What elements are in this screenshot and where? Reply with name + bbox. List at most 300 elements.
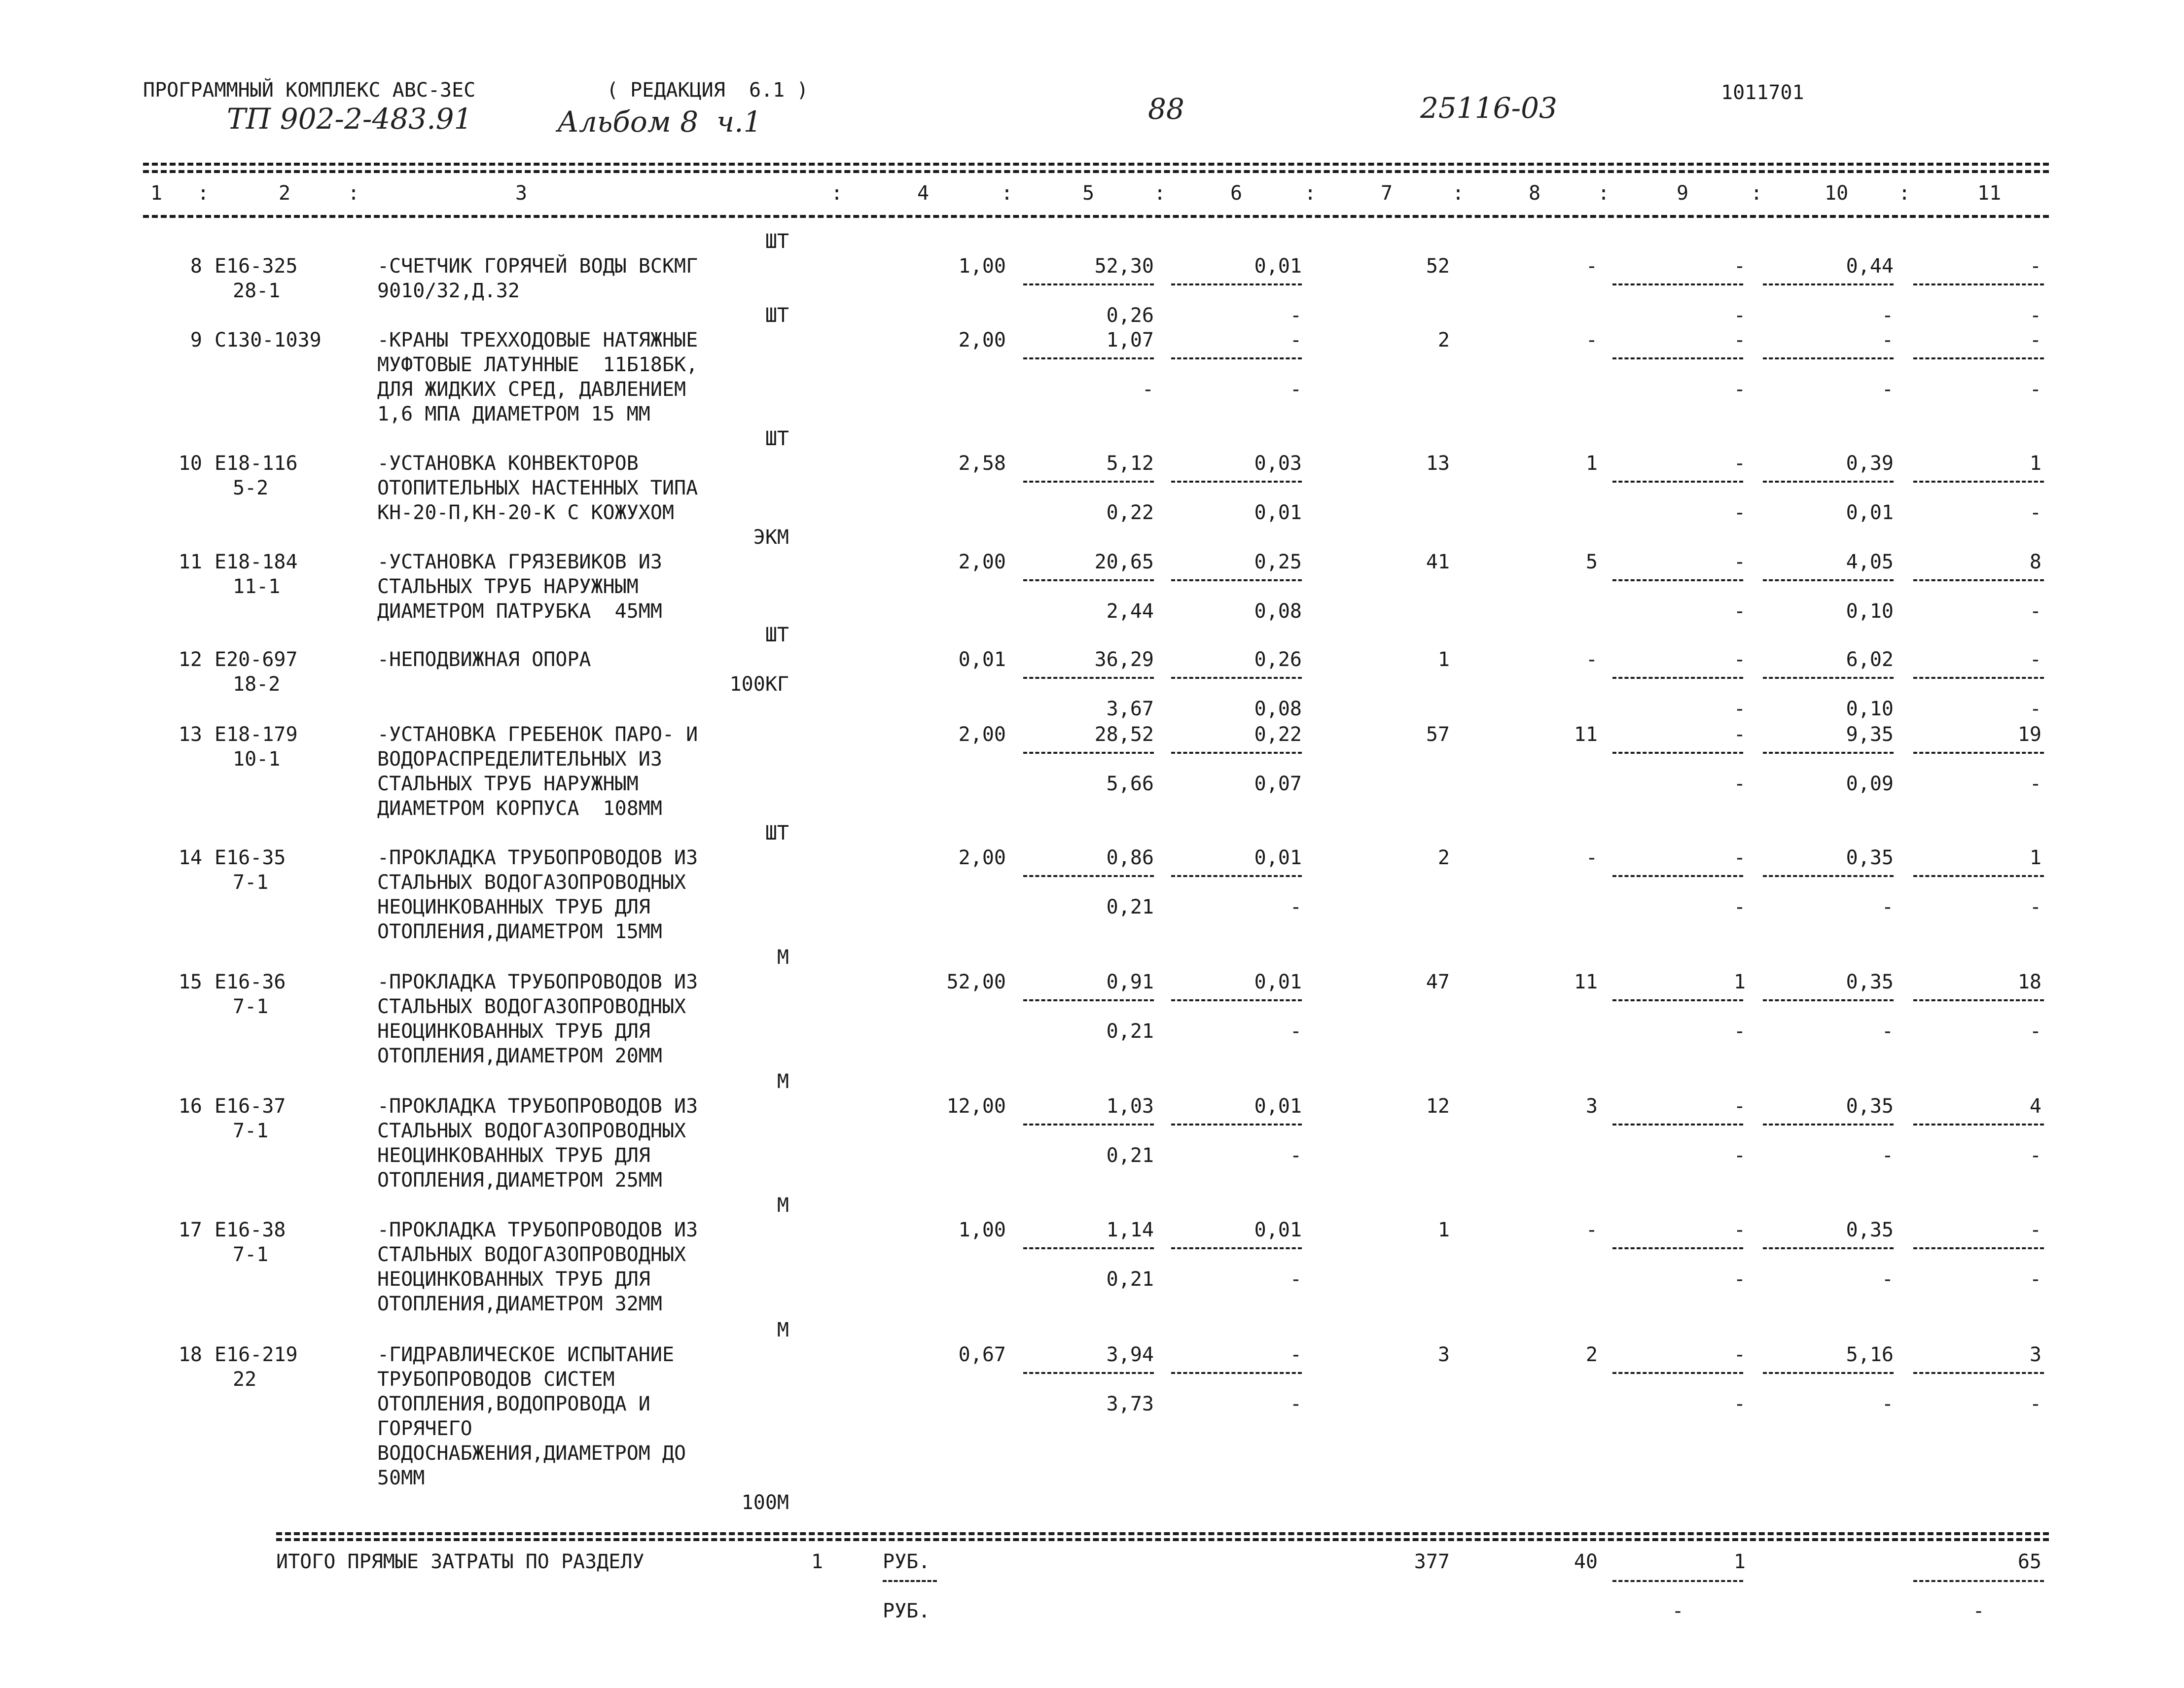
cell-col8: - bbox=[1585, 329, 1598, 352]
cell-col5: 36,29 bbox=[1094, 648, 1154, 671]
cell-col4: 12,00 bbox=[946, 1095, 1006, 1118]
cell-dash-rule bbox=[1171, 579, 1302, 581]
cell-col5: 1,14 bbox=[1106, 1219, 1154, 1241]
cell-col10-sub: - bbox=[1881, 1020, 1894, 1043]
cell-dash-rule bbox=[1171, 1372, 1302, 1374]
column-separator: : bbox=[1154, 182, 1166, 205]
cell-col8: - bbox=[1585, 255, 1598, 278]
header-rule bbox=[143, 215, 2049, 218]
row-number: 8 bbox=[190, 255, 202, 278]
row-description-line: 1,6 МПА ДИАМЕТРОМ 15 ММ bbox=[377, 403, 650, 425]
cell-dash-rule bbox=[1913, 1124, 2044, 1125]
cell-col10-sub: 0,10 bbox=[1846, 698, 1894, 720]
row-description-line: -ПРОКЛАДКА ТРУБОПРОВОДОВ ИЗ bbox=[377, 971, 698, 993]
column-header-1: 1 bbox=[150, 182, 163, 205]
cell-col5-sub: 5,66 bbox=[1106, 773, 1154, 795]
cell-col9: - bbox=[1733, 1343, 1746, 1366]
cell-col11-sub: - bbox=[2029, 698, 2041, 720]
cell-col9: - bbox=[1733, 648, 1746, 671]
cell-col6: 0,03 bbox=[1254, 452, 1302, 475]
cell-dash-rule bbox=[1171, 1124, 1302, 1125]
cell-dash-rule bbox=[1023, 579, 1154, 581]
row-number: 14 bbox=[178, 846, 202, 869]
row-number: 15 bbox=[178, 971, 202, 993]
edition-label: ( РЕДАКЦИЯ 6.1 ) bbox=[607, 79, 809, 102]
cell-col5: 1,07 bbox=[1106, 329, 1154, 352]
cell-col8: 3 bbox=[1585, 1095, 1598, 1118]
row-code-sub: 7-1 bbox=[233, 995, 269, 1018]
cell-col5-sub: 0,26 bbox=[1106, 304, 1154, 327]
cell-col11-sub: - bbox=[2029, 501, 2041, 524]
cell-col5: 20,65 bbox=[1094, 551, 1154, 573]
unit-label: М bbox=[777, 1070, 789, 1093]
cell-col6: 0,01 bbox=[1254, 846, 1302, 869]
cell-dash-rule bbox=[1612, 999, 1743, 1001]
row-code: Е16-38 bbox=[215, 1219, 286, 1241]
cell-dash-rule bbox=[1612, 579, 1743, 581]
cell-dash-rule bbox=[1023, 875, 1154, 877]
unit-label: ШТ bbox=[765, 230, 789, 253]
cell-dash-rule bbox=[1763, 579, 1894, 581]
cell-col11: 1 bbox=[2029, 846, 2041, 869]
cell-col7: 2 bbox=[1437, 846, 1450, 869]
cell-col6: 0,26 bbox=[1254, 648, 1302, 671]
cell-dash-rule bbox=[1763, 999, 1894, 1001]
cell-col5-sub: 0,21 bbox=[1106, 1268, 1154, 1291]
cell-col4: 1,00 bbox=[958, 1219, 1006, 1241]
column-separator: : bbox=[1304, 182, 1317, 205]
cell-col10-sub: - bbox=[1881, 1268, 1894, 1291]
top-rule-2 bbox=[143, 170, 2049, 173]
cell-col8: 11 bbox=[1574, 723, 1598, 746]
cell-dash-rule bbox=[1023, 1124, 1154, 1125]
cell-col5: 28,52 bbox=[1094, 723, 1154, 746]
unit-label: М bbox=[777, 946, 789, 969]
cell-col11-sub: - bbox=[2029, 304, 2041, 327]
project-code: ТП 902-2-483.91 bbox=[227, 102, 472, 136]
row-code: Е16-37 bbox=[215, 1095, 286, 1118]
cell-col7: 57 bbox=[1426, 723, 1450, 746]
total-col11: 65 bbox=[2017, 1550, 2041, 1573]
cell-col7: 1 bbox=[1437, 648, 1450, 671]
cell-col11: - bbox=[2029, 1219, 2041, 1241]
row-description-line: НЕОЦИНКОВАННЫХ ТРУБ ДЛЯ bbox=[377, 896, 650, 918]
cell-dash-rule bbox=[1023, 999, 1154, 1001]
row-number: 17 bbox=[178, 1219, 202, 1241]
cell-col11: 3 bbox=[2029, 1343, 2041, 1366]
total-currency-2: РУБ. bbox=[883, 1600, 931, 1622]
cell-col11: 18 bbox=[2017, 971, 2041, 993]
row-code: Е16-219 bbox=[215, 1343, 298, 1366]
cell-col10: 9,35 bbox=[1846, 723, 1894, 746]
cell-col10-sub: 0,01 bbox=[1846, 501, 1894, 524]
cell-col11-sub: - bbox=[2029, 1020, 2041, 1043]
cell-dash-rule bbox=[1023, 283, 1154, 285]
cell-col5-sub: 2,44 bbox=[1106, 600, 1154, 623]
row-description-line: ОТОПЛЕНИЯ,ДИАМЕТРОМ 15ММ bbox=[377, 920, 662, 943]
cell-col5: 3,94 bbox=[1106, 1343, 1154, 1366]
cell-col7: 41 bbox=[1426, 551, 1450, 573]
column-header-4: 4 bbox=[917, 182, 930, 205]
cell-dash-rule bbox=[1612, 875, 1743, 877]
cell-col10: 0,44 bbox=[1846, 255, 1894, 278]
cell-col10: 5,16 bbox=[1846, 1343, 1894, 1366]
cell-col6-sub: - bbox=[1289, 896, 1302, 918]
cell-col5-sub: 0,21 bbox=[1106, 896, 1154, 918]
cell-col10: 0,35 bbox=[1846, 971, 1894, 993]
row-description-line: 9010/32,Д.32 bbox=[377, 280, 520, 302]
cell-col6-sub: - bbox=[1289, 1020, 1302, 1043]
cell-col11-sub: - bbox=[2029, 1393, 2041, 1415]
cell-col7: 13 bbox=[1426, 452, 1450, 475]
row-description-line: ОТОПЛЕНИЯ,ВОДОПРОВОДА И bbox=[377, 1393, 650, 1415]
row-code: Е18-184 bbox=[215, 551, 298, 573]
row-description-line: ДЛЯ ЖИДКИХ СРЕД, ДАВЛЕНИЕМ bbox=[377, 378, 686, 401]
cell-col8: - bbox=[1585, 1219, 1598, 1241]
cell-col11: 4 bbox=[2029, 1095, 2041, 1118]
cell-col10: 0,39 bbox=[1846, 452, 1894, 475]
total-rule bbox=[276, 1532, 2049, 1535]
unit-label: 100КГ bbox=[729, 673, 789, 696]
code-label: 1011701 bbox=[1721, 81, 1804, 104]
cell-col5-sub: 0,21 bbox=[1106, 1144, 1154, 1167]
row-description-line: ГОРЯЧЕГО bbox=[377, 1417, 472, 1440]
total-currency-dash bbox=[883, 1580, 937, 1582]
cell-col4: 0,01 bbox=[958, 648, 1006, 671]
cell-col6-sub: 0,01 bbox=[1254, 501, 1302, 524]
row-code-sub: 10-1 bbox=[233, 748, 281, 771]
cell-col11-sub: - bbox=[2029, 378, 2041, 401]
unit-label: ШТ bbox=[765, 822, 789, 844]
unit-label: М bbox=[777, 1319, 789, 1341]
cell-col8: 5 bbox=[1585, 551, 1598, 573]
cell-col8: 2 bbox=[1585, 1343, 1598, 1366]
cell-col5: 0,86 bbox=[1106, 846, 1154, 869]
cell-col7: 47 bbox=[1426, 971, 1450, 993]
row-description-line: -ПРОКЛАДКА ТРУБОПРОВОДОВ ИЗ bbox=[377, 1095, 698, 1118]
column-header-11: 11 bbox=[1977, 182, 2002, 205]
total-currency: РУБ. bbox=[883, 1550, 931, 1573]
row-code-sub: 7-1 bbox=[233, 1120, 269, 1142]
cell-col6-sub: - bbox=[1289, 1268, 1302, 1291]
cell-col9-sub: - bbox=[1733, 773, 1746, 795]
cell-dash-rule bbox=[1913, 283, 2044, 285]
total-col7: 377 bbox=[1414, 1550, 1450, 1573]
row-description-line: ДИАМЕТРОМ КОРПУСА 108ММ bbox=[377, 797, 662, 820]
column-header-9: 9 bbox=[1677, 182, 1689, 205]
cell-col9-sub: - bbox=[1733, 1144, 1746, 1167]
cell-col5: 52,30 bbox=[1094, 255, 1154, 278]
row-number: 10 bbox=[178, 452, 202, 475]
cell-dash-rule bbox=[1171, 283, 1302, 285]
row-description-line: -КРАНЫ ТРЕХХОДОВЫЕ НАТЯЖНЫЕ bbox=[377, 329, 698, 352]
cell-col4: 2,00 bbox=[958, 846, 1006, 869]
cell-col10-sub: - bbox=[1881, 1144, 1894, 1167]
cell-dash-rule bbox=[1171, 999, 1302, 1001]
row-description-line: КН-20-П,КН-20-К С КОЖУХОМ bbox=[377, 501, 675, 524]
cell-dash-rule bbox=[1612, 357, 1743, 359]
row-code: Е20-697 bbox=[215, 648, 298, 671]
row-description-line: СТАЛЬНЫХ ВОДОГАЗОПРОВОДНЫХ bbox=[377, 871, 686, 894]
column-separator: : bbox=[197, 182, 210, 205]
cell-col9: - bbox=[1733, 1095, 1746, 1118]
cell-dash-rule bbox=[1023, 1247, 1154, 1249]
cell-col9: - bbox=[1733, 1219, 1746, 1241]
cell-col11-sub: - bbox=[2029, 773, 2041, 795]
column-separator: : bbox=[1751, 182, 1763, 205]
total-label: ИТОГО ПРЯМЫЕ ЗАТРАТЫ ПО РАЗДЕЛУ bbox=[276, 1550, 644, 1573]
row-description-line: ОТОПЛЕНИЯ,ДИАМЕТРОМ 32ММ bbox=[377, 1293, 662, 1315]
cell-col10: 0,35 bbox=[1846, 1219, 1894, 1241]
cell-dash-rule bbox=[1171, 481, 1302, 483]
cell-col9-sub: - bbox=[1733, 1268, 1746, 1291]
cell-col11: 8 bbox=[2029, 551, 2041, 573]
cell-col5-sub: 0,22 bbox=[1106, 501, 1154, 524]
cell-col10-sub: - bbox=[1881, 378, 1894, 401]
cell-col11-sub: - bbox=[2029, 896, 2041, 918]
cell-col5: 1,03 bbox=[1106, 1095, 1154, 1118]
cell-col10: - bbox=[1881, 329, 1894, 352]
cell-dash-rule bbox=[1612, 1372, 1743, 1374]
row-code-sub: 22 bbox=[233, 1368, 257, 1391]
total-col11-b: - bbox=[1972, 1600, 1985, 1622]
column-header-7: 7 bbox=[1381, 182, 1393, 205]
unit-label: ЭКМ bbox=[753, 526, 789, 549]
cell-dash-rule bbox=[1612, 283, 1743, 285]
cell-dash-rule bbox=[1612, 752, 1743, 754]
cell-col9: - bbox=[1733, 846, 1746, 869]
total-col9-b: - bbox=[1672, 1600, 1684, 1622]
cell-col10: 6,02 bbox=[1846, 648, 1894, 671]
cell-col5-sub: - bbox=[1142, 378, 1154, 401]
cell-dash-rule bbox=[1023, 752, 1154, 754]
cell-col11-sub: - bbox=[2029, 1144, 2041, 1167]
unit-label: М bbox=[777, 1194, 789, 1217]
cell-dash-rule bbox=[1913, 1372, 2044, 1374]
document-code: 25116-03 bbox=[1420, 91, 1557, 125]
row-number: 18 bbox=[178, 1343, 202, 1366]
cell-col10: 4,05 bbox=[1846, 551, 1894, 573]
row-code: Е18-179 bbox=[215, 723, 298, 746]
cell-col5-sub: 3,67 bbox=[1106, 698, 1154, 720]
cell-col7: 1 bbox=[1437, 1219, 1450, 1241]
cell-dash-rule bbox=[1913, 999, 2044, 1001]
unit-label: 100М bbox=[741, 1491, 789, 1514]
row-description-line: -ГИДРАВЛИЧЕСКОЕ ИСПЫТАНИЕ bbox=[377, 1343, 675, 1366]
column-separator: : bbox=[1001, 182, 1013, 205]
row-number: 13 bbox=[178, 723, 202, 746]
cell-dash-rule bbox=[1763, 1124, 1894, 1125]
column-header-10: 10 bbox=[1825, 182, 1849, 205]
page-number: 88 bbox=[1148, 92, 1184, 126]
cell-col9-sub: - bbox=[1733, 600, 1746, 623]
row-description-line: -УСТАНОВКА ГРЯЗЕВИКОВ ИЗ bbox=[377, 551, 662, 573]
row-description-line: ОТОПЛЕНИЯ,ДИАМЕТРОМ 25ММ bbox=[377, 1169, 662, 1192]
cell-dash-rule bbox=[1171, 357, 1302, 359]
column-header-6: 6 bbox=[1230, 182, 1243, 205]
cell-dash-rule bbox=[1171, 875, 1302, 877]
row-description-line: НЕОЦИНКОВАННЫХ ТРУБ ДЛЯ bbox=[377, 1020, 650, 1043]
unit-label: ШТ bbox=[765, 304, 789, 327]
cell-col6: - bbox=[1289, 329, 1302, 352]
cell-col4: 2,58 bbox=[958, 452, 1006, 475]
column-separator: : bbox=[1452, 182, 1465, 205]
cell-col6: - bbox=[1289, 1343, 1302, 1366]
cell-dash-rule bbox=[1913, 579, 2044, 581]
row-code: С130-1039 bbox=[215, 329, 322, 352]
cell-dash-rule bbox=[1763, 357, 1894, 359]
total-section: 1 bbox=[811, 1550, 823, 1573]
cell-dash-rule bbox=[1763, 1372, 1894, 1374]
album-label: Альбом 8 ч.1 bbox=[557, 105, 762, 139]
column-header-5: 5 bbox=[1082, 182, 1095, 205]
column-separator: : bbox=[348, 182, 360, 205]
cell-col8: 11 bbox=[1574, 971, 1598, 993]
cell-col11: - bbox=[2029, 255, 2041, 278]
cell-col11-sub: - bbox=[2029, 1268, 2041, 1291]
row-number: 12 bbox=[178, 648, 202, 671]
row-description-line: НЕОЦИНКОВАННЫХ ТРУБ ДЛЯ bbox=[377, 1268, 650, 1291]
row-description-line: СТАЛЬНЫХ ТРУБ НАРУЖНЫМ bbox=[377, 575, 639, 598]
cell-col4: 2,00 bbox=[958, 551, 1006, 573]
cell-col6: 0,01 bbox=[1254, 1095, 1302, 1118]
unit-label: ШТ bbox=[765, 624, 789, 646]
cell-col9-sub: - bbox=[1733, 304, 1746, 327]
row-code: Е16-325 bbox=[215, 255, 298, 278]
total-col11-dash bbox=[1913, 1580, 2044, 1582]
cell-col9: 1 bbox=[1733, 971, 1746, 993]
row-description-line: СТАЛЬНЫХ ВОДОГАЗОПРОВОДНЫХ bbox=[377, 1243, 686, 1266]
column-separator: : bbox=[1598, 182, 1610, 205]
cell-col4: 2,00 bbox=[958, 329, 1006, 352]
program-title: ПРОГРАММНЫЙ КОМПЛЕКС АВС-ЗЕС bbox=[143, 79, 476, 102]
cell-col11: 1 bbox=[2029, 452, 2041, 475]
cell-col10: 0,35 bbox=[1846, 1095, 1894, 1118]
cell-col6-sub: - bbox=[1289, 1144, 1302, 1167]
cell-col9: - bbox=[1733, 329, 1746, 352]
cell-col10-sub: - bbox=[1881, 304, 1894, 327]
row-description-line: ОТОПИТЕЛЬНЫХ НАСТЕННЫХ ТИПА bbox=[377, 477, 698, 499]
total-col9-dash bbox=[1612, 1580, 1743, 1582]
cell-col11: 19 bbox=[2017, 723, 2041, 746]
cell-dash-rule bbox=[1763, 1247, 1894, 1249]
cell-col9-sub: - bbox=[1733, 378, 1746, 401]
cell-col8: - bbox=[1585, 846, 1598, 869]
row-code-sub: 28-1 bbox=[233, 280, 281, 302]
cell-col6: 0,01 bbox=[1254, 971, 1302, 993]
row-description-line: СТАЛЬНЫХ ТРУБ НАРУЖНЫМ bbox=[377, 773, 639, 795]
cell-col6-sub: 0,07 bbox=[1254, 773, 1302, 795]
cell-dash-rule bbox=[1913, 752, 2044, 754]
row-description-line: 50ММ bbox=[377, 1467, 425, 1489]
cell-col4: 2,00 bbox=[958, 723, 1006, 746]
cell-col10-sub: 0,10 bbox=[1846, 600, 1894, 623]
cell-col5: 0,91 bbox=[1106, 971, 1154, 993]
cell-dash-rule bbox=[1171, 1247, 1302, 1249]
row-description-line: -СЧЕТЧИК ГОРЯЧЕЙ ВОДЫ ВСКМГ bbox=[377, 255, 698, 278]
cell-col5: 5,12 bbox=[1106, 452, 1154, 475]
cell-col6: 0,01 bbox=[1254, 255, 1302, 278]
cell-dash-rule bbox=[1023, 677, 1154, 679]
column-separator: : bbox=[831, 182, 843, 205]
cell-dash-rule bbox=[1763, 752, 1894, 754]
cell-col9-sub: - bbox=[1733, 501, 1746, 524]
column-header-8: 8 bbox=[1529, 182, 1541, 205]
cell-dash-rule bbox=[1763, 677, 1894, 679]
row-description-line: ВОДОСНАБЖЕНИЯ,ДИАМЕТРОМ ДО bbox=[377, 1442, 686, 1465]
row-number: 9 bbox=[190, 329, 202, 352]
cell-col7: 12 bbox=[1426, 1095, 1450, 1118]
row-description-line: -УСТАНОВКА КОНВЕКТОРОВ bbox=[377, 452, 639, 475]
cell-col11-sub: - bbox=[2029, 600, 2041, 623]
row-code-sub: 5-2 bbox=[233, 477, 269, 499]
row-code-sub: 11-1 bbox=[233, 575, 281, 598]
cell-col11: - bbox=[2029, 329, 2041, 352]
cell-col6-sub: 0,08 bbox=[1254, 600, 1302, 623]
cell-dash-rule bbox=[1612, 677, 1743, 679]
cell-dash-rule bbox=[1171, 752, 1302, 754]
cell-col6-sub: - bbox=[1289, 1393, 1302, 1415]
cell-dash-rule bbox=[1612, 1247, 1743, 1249]
row-description-line: СТАЛЬНЫХ ВОДОГАЗОПРОВОДНЫХ bbox=[377, 995, 686, 1018]
cell-col7: 52 bbox=[1426, 255, 1450, 278]
cell-dash-rule bbox=[1612, 1124, 1743, 1125]
cell-col6-sub: - bbox=[1289, 304, 1302, 327]
row-code-sub: 7-1 bbox=[233, 871, 269, 894]
column-header-3: 3 bbox=[515, 182, 528, 205]
row-description-line: ДИАМЕТРОМ ПАТРУБКА 45ММ bbox=[377, 600, 662, 623]
cell-dash-rule bbox=[1023, 1372, 1154, 1374]
row-code: Е18-116 bbox=[215, 452, 298, 475]
cell-dash-rule bbox=[1913, 875, 2044, 877]
cell-col10-sub: - bbox=[1881, 896, 1894, 918]
cell-dash-rule bbox=[1913, 357, 2044, 359]
column-header-2: 2 bbox=[279, 182, 291, 205]
cell-dash-rule bbox=[1023, 481, 1154, 483]
cell-col9: - bbox=[1733, 255, 1746, 278]
cell-col11: - bbox=[2029, 648, 2041, 671]
cell-col5-sub: 0,21 bbox=[1106, 1020, 1154, 1043]
cell-col10: 0,35 bbox=[1846, 846, 1894, 869]
cell-col9-sub: - bbox=[1733, 1020, 1746, 1043]
cell-dash-rule bbox=[1913, 1247, 2044, 1249]
cell-col6: 0,25 bbox=[1254, 551, 1302, 573]
row-code: Е16-36 bbox=[215, 971, 286, 993]
cell-col6: 0,22 bbox=[1254, 723, 1302, 746]
cell-col7: 2 bbox=[1437, 329, 1450, 352]
row-number: 16 bbox=[178, 1095, 202, 1118]
cell-col6-sub: - bbox=[1289, 378, 1302, 401]
cell-col9-sub: - bbox=[1733, 1393, 1746, 1415]
cell-col6: 0,01 bbox=[1254, 1219, 1302, 1241]
cell-dash-rule bbox=[1913, 677, 2044, 679]
total-col9: 1 bbox=[1733, 1550, 1746, 1573]
row-description-line: СТАЛЬНЫХ ВОДОГАЗОПРОВОДНЫХ bbox=[377, 1120, 686, 1142]
cell-col4: 0,67 bbox=[958, 1343, 1006, 1366]
row-description-line: МУФТОВЫЕ ЛАТУННЫЕ 11Б18БК, bbox=[377, 353, 698, 376]
cell-col6-sub: 0,08 bbox=[1254, 698, 1302, 720]
row-description-line: ВОДОРАСПРЕДЕЛИТЕЛЬНЫХ ИЗ bbox=[377, 748, 662, 771]
cell-dash-rule bbox=[1913, 481, 2044, 483]
unit-label: ШТ bbox=[765, 427, 789, 450]
column-separator: : bbox=[1898, 182, 1911, 205]
cell-dash-rule bbox=[1763, 283, 1894, 285]
cell-col9-sub: - bbox=[1733, 698, 1746, 720]
cell-col4: 1,00 bbox=[958, 255, 1006, 278]
cell-dash-rule bbox=[1763, 481, 1894, 483]
cell-col4: 52,00 bbox=[946, 971, 1006, 993]
row-description-line: -УСТАНОВКА ГРЕБЕНОК ПАРО- И bbox=[377, 723, 698, 746]
